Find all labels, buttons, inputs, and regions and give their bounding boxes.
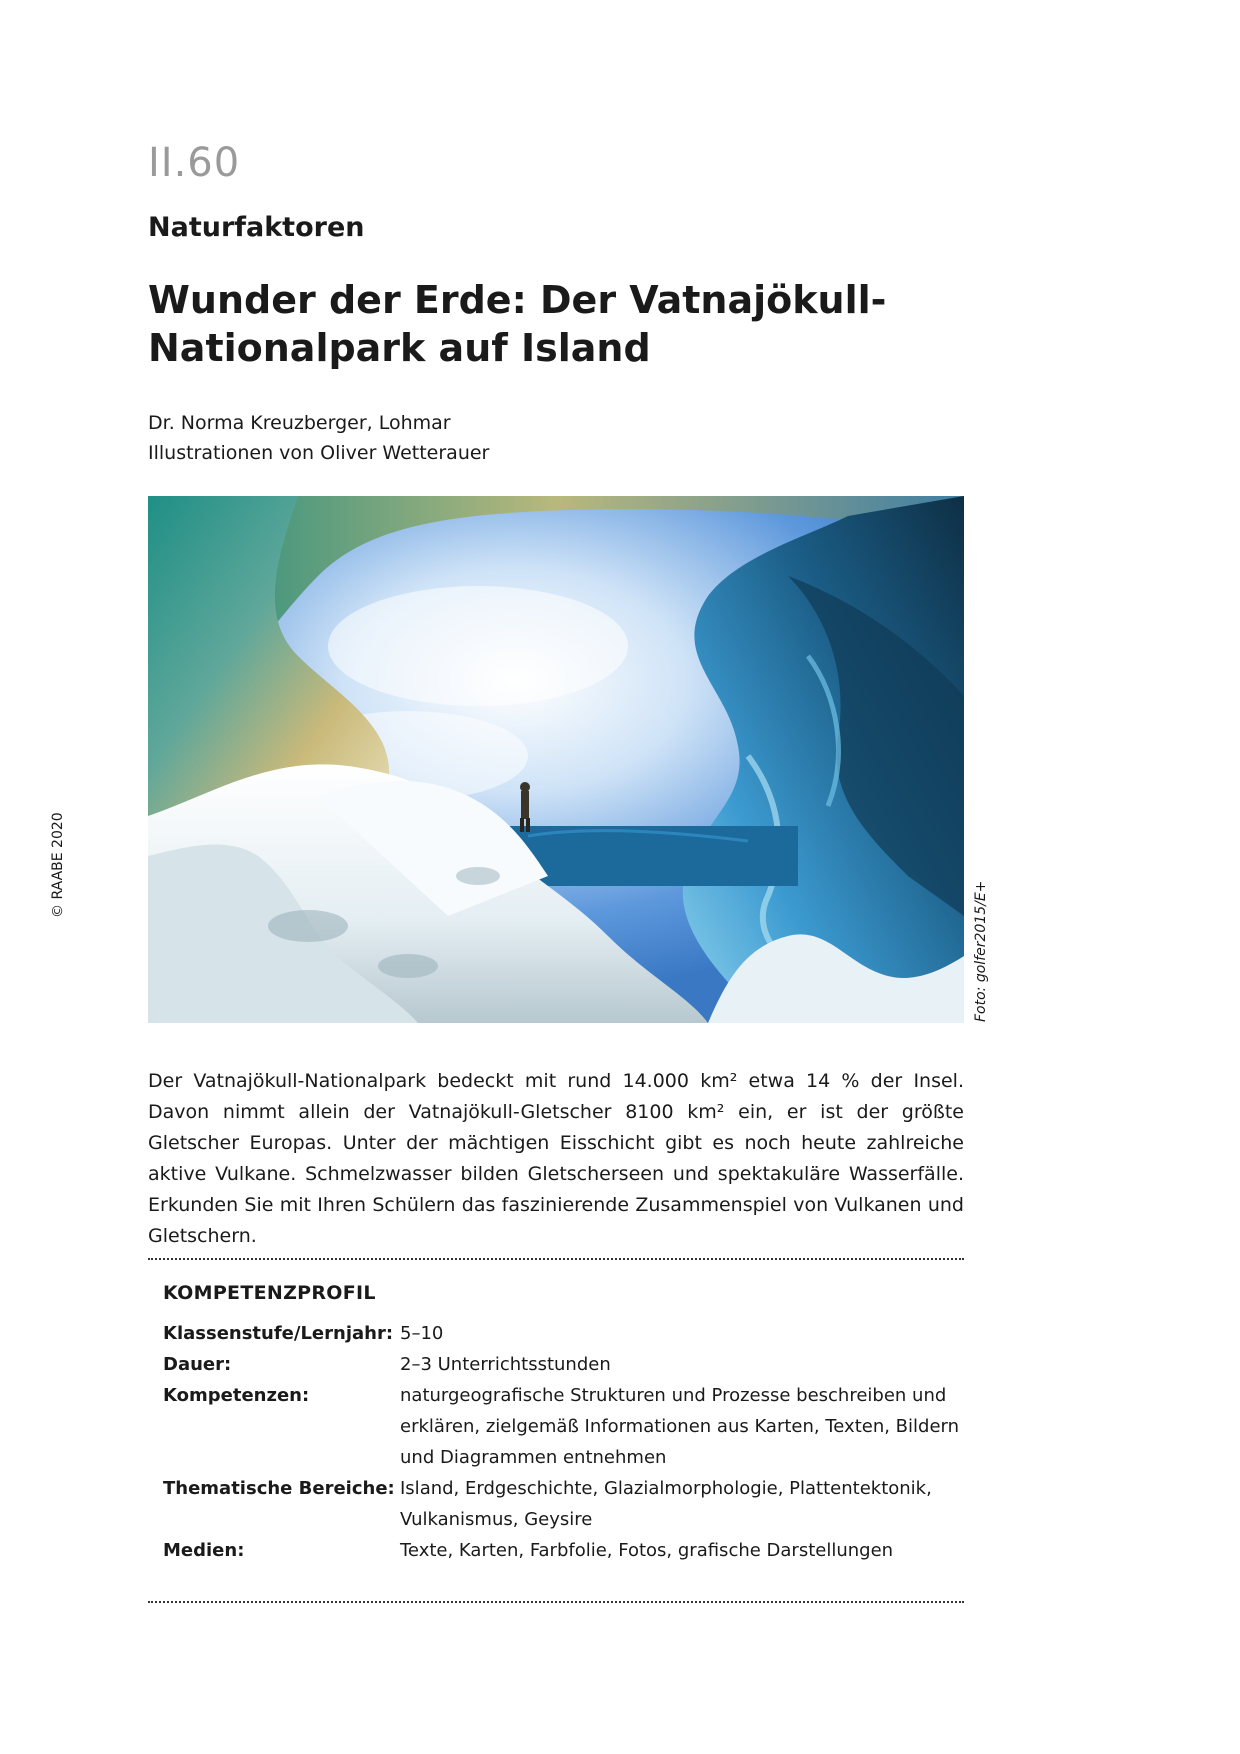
profile-row — [163, 1349, 963, 1380]
profile-row — [163, 1380, 963, 1473]
illustrator-name: Illustrationen von Oliver Wetterauer — [148, 442, 490, 464]
section-code: II.60 — [148, 140, 241, 186]
dotted-divider-bottom — [148, 1601, 964, 1603]
profile-value: Island, Erdgeschichte, Glazialmorphologie, Plattentektonik, Vulkanismus, Geysire — [400, 1478, 932, 1530]
profile-row — [163, 1318, 963, 1349]
profile-label: Thematische Bereiche: — [163, 1478, 395, 1499]
profile-value: naturgeografische Strukturen und Prozesse beschreiben und erklären, zielgemäß Informationen aus Karten, Texten, Bildern und Diagrammen entnehmen — [400, 1385, 960, 1468]
author-block — [148, 408, 489, 468]
profile-label: Medien: — [163, 1540, 245, 1561]
title-line-2: Nationalpark auf Island — [148, 326, 651, 370]
profile-label: Kompetenzen: — [163, 1385, 310, 1406]
title-line-1: Wunder der Erde: Der Vatnajökull- — [148, 278, 887, 322]
ice-cave-photo — [148, 496, 964, 1023]
profile-value: 5–10 — [400, 1323, 444, 1344]
profile-row — [163, 1473, 963, 1535]
dotted-divider-top — [148, 1258, 964, 1260]
ice-cave-illustration — [148, 496, 964, 1023]
intro-paragraph: Der Vatnajökull-Nationalpark bedeckt mit rund 14.000 km² etwa 14 % der Insel. Davon nimmt allein der Vatnajökull-Gletscher 8100 km² ein, er ist der größte Gletscher Europas. Unter der mächtigen Eisschicht gibt es noch heute zahlreiche aktive Vulkane. Schmelzwasser bilden Gletscherseen und spektakuläre Wasserfälle. Erkunden Sie mit Ihren Schülern das faszinierende Zusammenspiel von Vulkanen und Gletschern. — [148, 1070, 964, 1247]
profile-row — [163, 1535, 963, 1566]
photo-credit: Foto: golfer2015/E+ — [973, 880, 989, 1022]
profile-label: Klassenstufe/Lernjahr: — [163, 1323, 394, 1344]
profile-heading: KOMPETENZPROFIL — [163, 1282, 376, 1304]
competence-profile — [163, 1282, 963, 1566]
category-heading: Naturfaktoren — [148, 212, 365, 243]
copyright-notice: © RAABE 2020 — [50, 812, 66, 918]
author-name: Dr. Norma Kreuzberger, Lohmar — [148, 412, 451, 434]
page-title — [148, 276, 1008, 372]
profile-value: Texte, Karten, Farbfolie, Fotos, grafische Darstellungen — [400, 1540, 894, 1561]
profile-value: 2–3 Unterrichtsstunden — [400, 1354, 611, 1375]
profile-label: Dauer: — [163, 1354, 232, 1375]
